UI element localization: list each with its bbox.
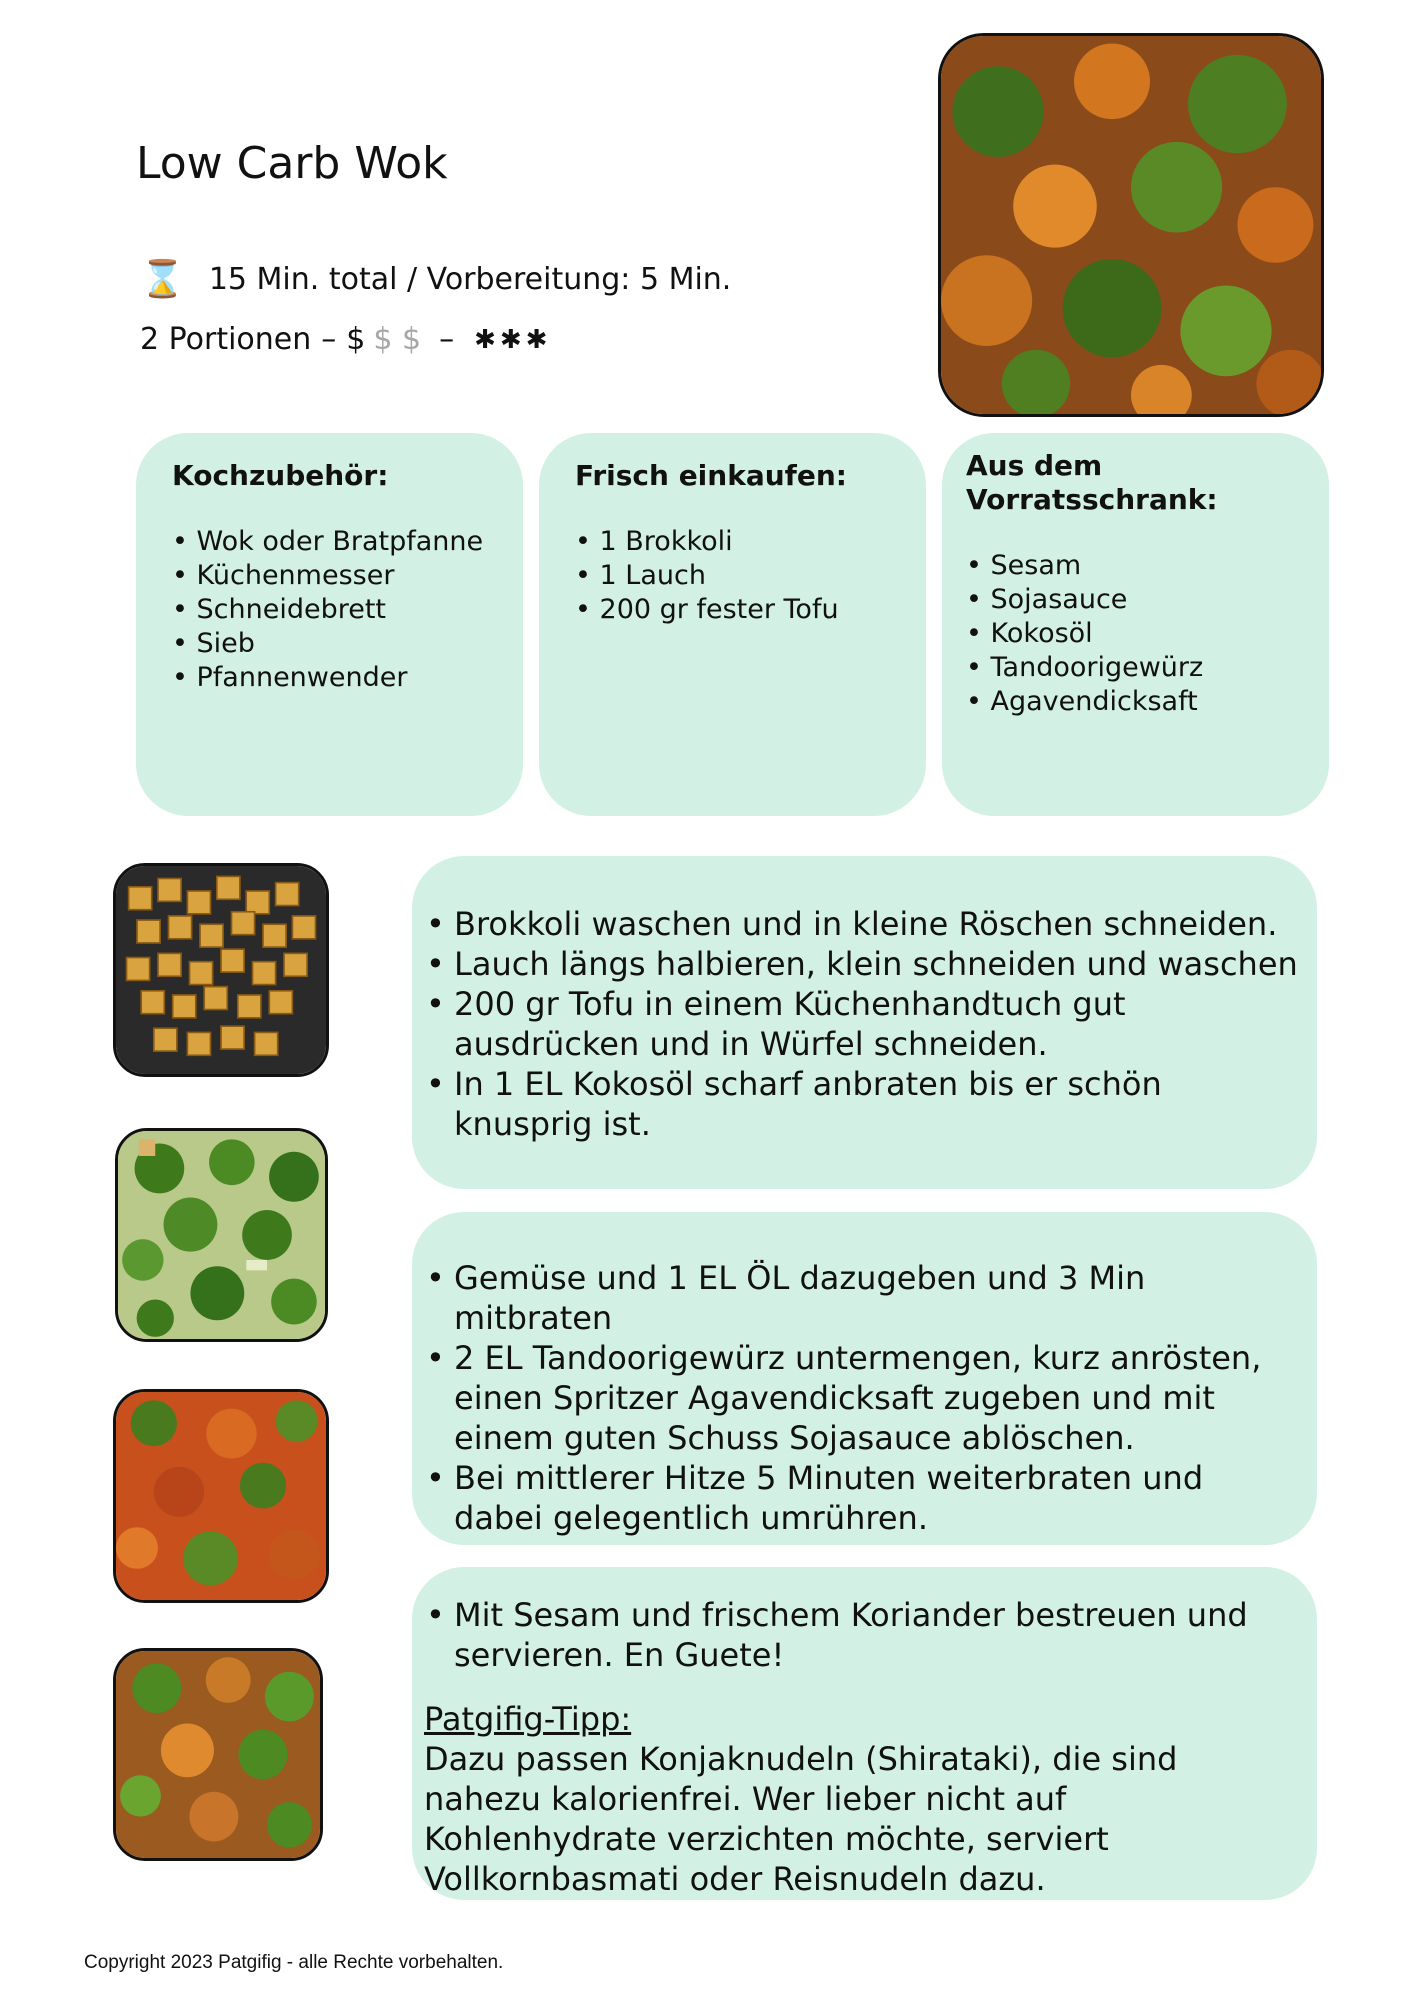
list-item: • 200 gr fester Tofu xyxy=(575,593,847,627)
fresh-list xyxy=(575,525,847,627)
list-item: • Mit Sesam und frischem Koriander bestreuen und servieren. En Guete! xyxy=(424,1595,1284,1675)
list-item: • Bei mittlerer Hitze 5 Minuten weiterbraten und dabei gelegentlich umrühren. xyxy=(424,1458,1264,1538)
list-item: • In 1 EL Kokosöl scharf anbraten bis er schön knusprig ist. xyxy=(424,1064,1304,1144)
list-item: • Wok oder Bratpfanne xyxy=(172,525,483,559)
pantry-title-line1: Aus dem xyxy=(966,449,1103,482)
list-item: • Lauch längs halbieren, klein schneiden und waschen xyxy=(424,944,1304,984)
time-line xyxy=(140,258,731,300)
step-1-list xyxy=(424,904,1304,1144)
separator: – xyxy=(439,322,455,357)
difficulty-icons: ✱✱✱ xyxy=(474,324,552,355)
pantry-list xyxy=(966,549,1218,719)
step-box-1 xyxy=(412,856,1317,1189)
portions-text: 2 Portionen xyxy=(140,322,312,357)
step-2-list xyxy=(424,1258,1264,1538)
tip-heading: Patgifig-Tipp: xyxy=(424,1700,632,1738)
spiced-wok-photo xyxy=(113,1389,329,1603)
portions-line xyxy=(140,322,551,357)
list-item: • 2 EL Tandoorigewürz untermengen, kurz anrösten, einen Spritzer Agavendicksaft zugeben und mit einem guten Schuss Sojasauce ablöschen. xyxy=(424,1338,1264,1458)
list-item: • Sesam xyxy=(966,549,1218,583)
list-item: • Brokkoli waschen und in kleine Röschen schneiden. xyxy=(424,904,1304,944)
equipment-box xyxy=(136,433,523,816)
hourglass-icon: ⌛ xyxy=(140,259,185,300)
list-item: • Pfannenwender xyxy=(172,661,483,695)
list-item: • Sieb xyxy=(172,627,483,661)
fresh-box xyxy=(539,433,926,816)
list-item: • Agavendicksaft xyxy=(966,685,1218,719)
step-box-2 xyxy=(412,1212,1317,1545)
list-item: • 1 Lauch xyxy=(575,559,847,593)
list-item: • Sojasauce xyxy=(966,583,1218,617)
tip-text: Dazu passen Konjaknudeln (Shirataki), die sind nahezu kalorienfrei. Wer lieber nicht auf Kohlenhydrate verzichten möchte, serviert Vollkornbasmati oder Reisnudeln dazu. xyxy=(424,1740,1178,1898)
pantry-title xyxy=(966,449,1218,517)
equipment-list xyxy=(172,525,483,695)
price-inactive: $ $ xyxy=(373,322,422,357)
dish-photo xyxy=(938,33,1324,417)
fresh-title: Frisch einkaufen: xyxy=(575,459,847,492)
list-item: • Gemüse und 1 EL ÖL dazugeben und 3 Min mitbraten xyxy=(424,1258,1264,1338)
list-item: • Kokosöl xyxy=(966,617,1218,651)
copyright: Copyright 2023 Patgifig - alle Rechte vorbehalten. xyxy=(84,1952,504,1973)
list-item: • 1 Brokkoli xyxy=(575,525,847,559)
pantry-title-line2: Vorratsschrank: xyxy=(966,483,1218,516)
step-3-list xyxy=(424,1595,1284,1675)
list-item: • Küchenmesser xyxy=(172,559,483,593)
recipe-title: Low Carb Wok xyxy=(136,138,448,189)
equipment-title: Kochzubehör: xyxy=(172,459,389,492)
broccoli-leek-photo xyxy=(115,1128,328,1342)
finished-wok-photo xyxy=(113,1648,323,1861)
list-item: • Tandoorigewürz xyxy=(966,651,1218,685)
price-active: $ xyxy=(346,322,366,357)
step-box-3 xyxy=(412,1567,1317,1900)
list-item: • 200 gr Tofu in einem Küchenhandtuch gut ausdrücken und in Würfel schneiden. xyxy=(424,984,1304,1064)
list-item: • Schneidebrett xyxy=(172,593,483,627)
time-text: 15 Min. total / Vorbereitung: 5 Min. xyxy=(208,261,732,297)
tofu-photo xyxy=(113,863,329,1077)
separator: – xyxy=(321,322,337,357)
pantry-box xyxy=(942,433,1329,816)
